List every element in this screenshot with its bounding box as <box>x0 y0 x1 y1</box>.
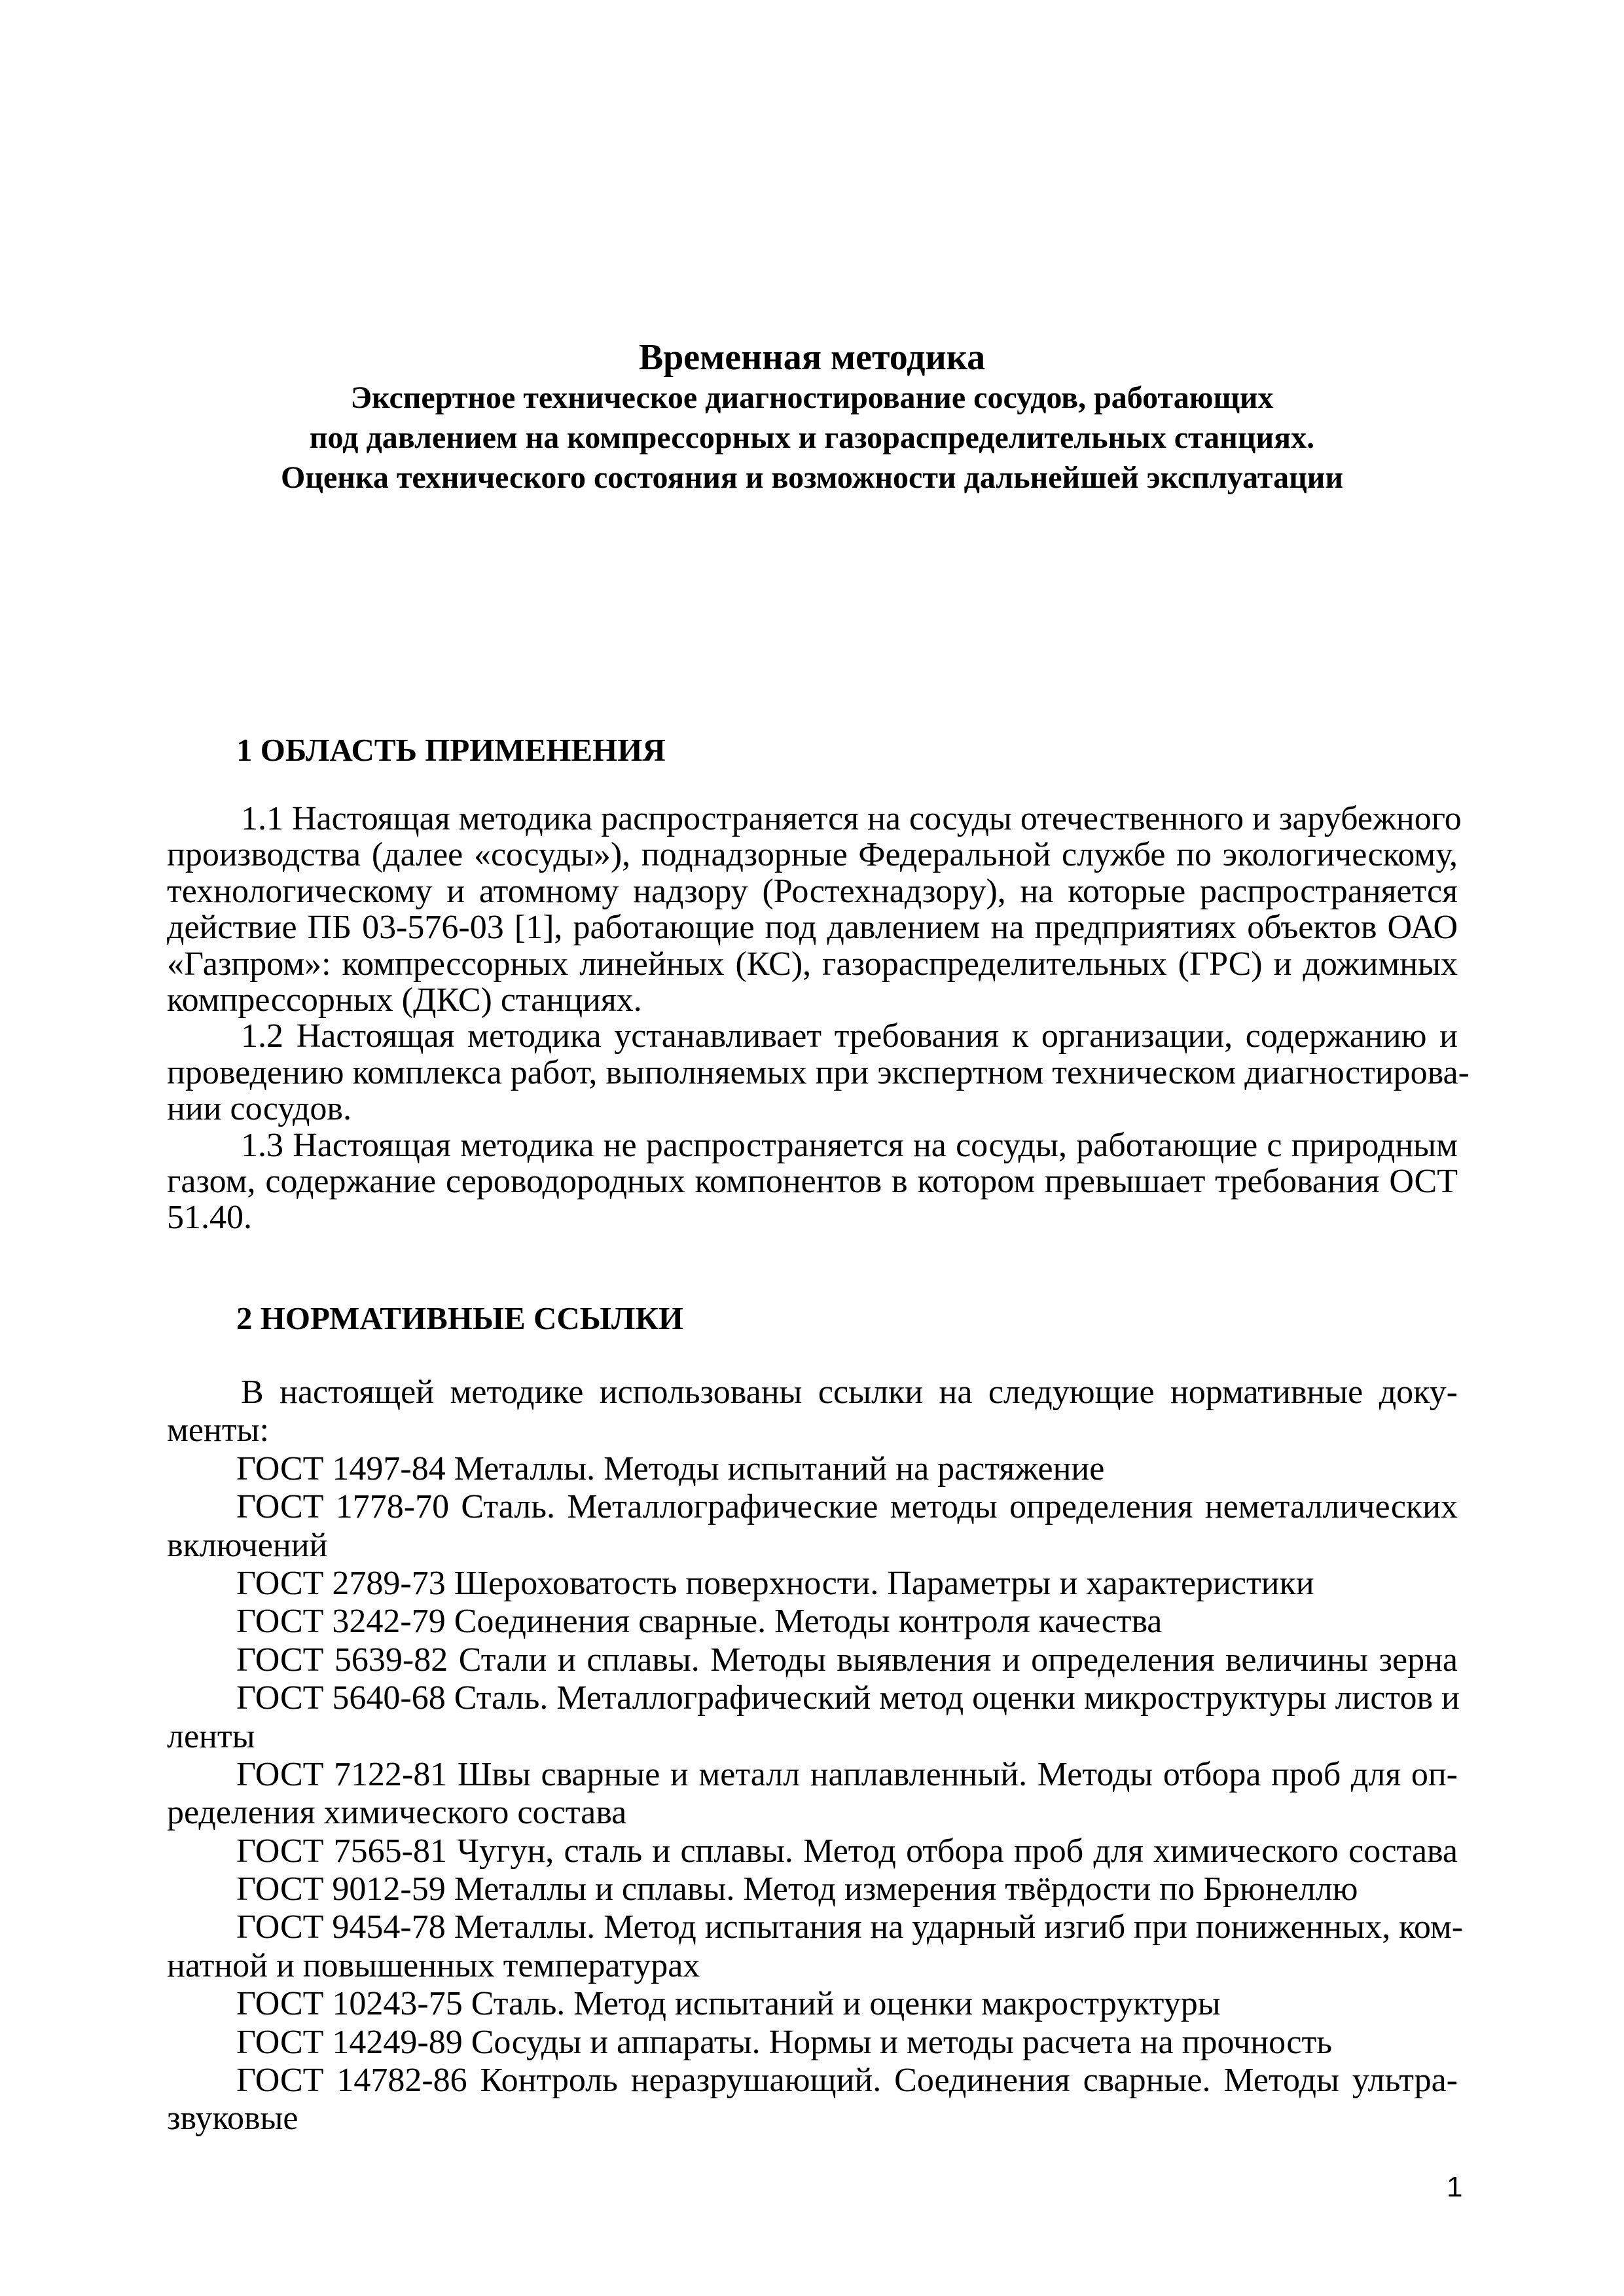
text-line: 1.1 Настоящая методика распространяется на сосуды отечественного и зарубежного <box>241 800 1462 837</box>
reference-item: ГОСТ 9012-59 Металлы и сплавы. Метод измерения твёрдости по Брюнеллю <box>236 1870 1358 1908</box>
text-line: «Газпром»: компрессорных линейных (КС), газораспределительных (ГРС) и дожимных <box>167 945 1458 983</box>
text-line: действие ПБ 03-576-03 [1], работающие под давлением на предприятиях объектов ОАО <box>167 909 1458 947</box>
reference-item: ГОСТ 5640-68 Сталь. Металлографический метод оценки микроструктуры листов и <box>236 1679 1460 1717</box>
text-line: проведению комплекса работ, выполняемых при экспертном техническом диагностирова- <box>167 1053 1470 1091</box>
reference-item: ГОСТ 5639-82 Стали и сплавы. Методы выявления и определения величины зерна <box>236 1641 1458 1679</box>
section-1-body <box>167 800 1470 1237</box>
reference-item-continuation: включений <box>167 1526 328 1564</box>
text-line: 51.40. <box>167 1199 252 1237</box>
text-line: 1.2 Настоящая методика устанавливает требования к организации, содержанию и <box>241 1017 1458 1055</box>
reference-item-continuation: ленты <box>167 1717 255 1755</box>
reference-item-continuation: ределения химического состава <box>167 1794 627 1832</box>
page-number: 1 <box>1447 2171 1463 2203</box>
reference-item: ГОСТ 14249-89 Сосуды и аппараты. Нормы и методы расчета на прочность <box>236 2023 1332 2061</box>
reference-item: ГОСТ 7122-81 Швы сварные и металл наплавленный. Методы отбора проб для оп- <box>236 1755 1458 1793</box>
reference-item: ГОСТ 10243-75 Сталь. Метод испытаний и оценки макроструктуры <box>236 1985 1221 2023</box>
text-line: компрессорных (ДКС) станциях. <box>167 981 642 1019</box>
document-title <box>0 337 1624 498</box>
text-line: нии сосудов. <box>167 1090 352 1128</box>
text-line: производства (далее «сосуды»), поднадзорные Федеральной службе по экологическому, <box>167 836 1458 874</box>
text-line: технологическому и атомному надзору (Ростехнадзору), на которые распространяется <box>167 872 1458 910</box>
title-subtitle-line: Оценка технического состояния и возможности дальнейшей эксплуатации <box>280 460 1344 495</box>
title-subtitle-line: Экспертное техническое диагностирование сосудов, работающих <box>350 380 1274 415</box>
title-subtitle-line: под давлением на компрессорных и газораспределительных станциях. <box>309 420 1315 455</box>
text-line: 1.3 Настоящая методика не распространяется на сосуды, работающие с природным <box>241 1126 1458 1164</box>
title-main: Временная методика <box>638 337 986 378</box>
reference-item: ГОСТ 2789-73 Шероховатость поверхности. Параметры и характеристики <box>236 1564 1314 1602</box>
reference-item: ГОСТ 9454-78 Металлы. Метод испытания на ударный изгиб при пониженных, ком- <box>236 1908 1464 1946</box>
reference-item: ГОСТ 1497-84 Металлы. Методы испытаний на растяжение <box>236 1449 1105 1487</box>
reference-item-continuation: натной и повышенных температурах <box>167 1946 700 1984</box>
text-line: менты: <box>167 1412 269 1449</box>
reference-item: ГОСТ 3242-79 Соединения сварные. Методы контроля качества <box>236 1603 1163 1641</box>
reference-item: ГОСТ 1778-70 Сталь. Металлографические методы определения неметаллических <box>236 1488 1458 1526</box>
text-line: газом, содержание сероводородных компонентов в котором превышает требования ОСТ <box>167 1162 1458 1200</box>
reference-item: ГОСТ 7565-81 Чугун, сталь и сплавы. Метод отбора проб для химического состава <box>236 1832 1458 1870</box>
section-2-heading: 2 НОРМАТИВНЫЕ ССЫЛКИ <box>236 1300 683 1336</box>
text-line: В настоящей методике использованы ссылки на следующие нормативные доку- <box>241 1374 1458 1411</box>
section-1-heading: 1 ОБЛАСТЬ ПРИМЕНЕНИЯ <box>236 732 666 768</box>
reference-item-continuation: звуковые <box>167 2100 298 2138</box>
section-2-body <box>167 1374 1464 2138</box>
reference-item: ГОСТ 14782-86 Контроль неразрушающий. Соединения сварные. Методы ультра- <box>236 2062 1458 2100</box>
